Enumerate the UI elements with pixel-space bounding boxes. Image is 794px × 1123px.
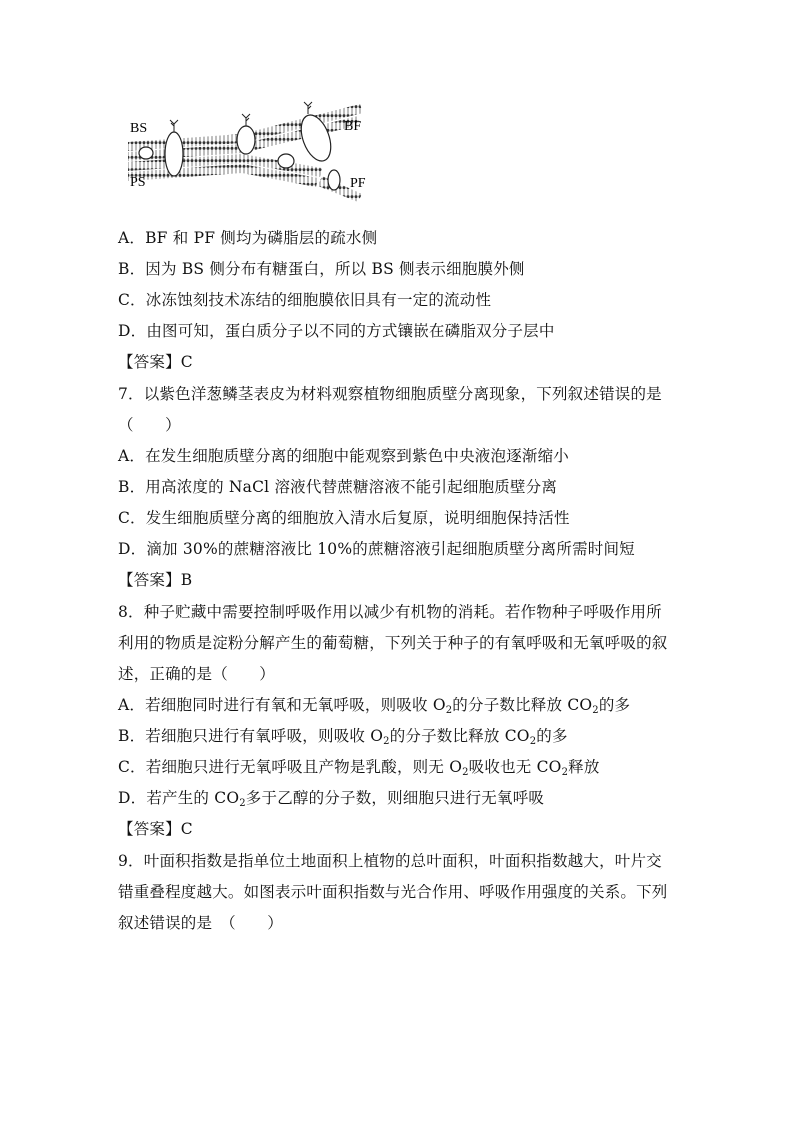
q8-option-c-sub1: 2 (462, 767, 469, 778)
q9-stem-line1: 9．叶面积指数是指单位土地面积上植物的总叶面积，叶面积指数越大，叶片交 (118, 852, 662, 870)
q8-option-a-sub1: 2 (445, 705, 453, 716)
q8-option-a-text1: A．若细胞同时进行有氧和无氧呼吸，则吸收 O (118, 696, 446, 714)
q8-option-d-text1: D．若产生的 CO (118, 789, 240, 807)
q8-option-b (118, 726, 568, 752)
protein-lower-3 (278, 154, 294, 168)
protein-transmembrane-1 (165, 132, 183, 176)
q8-stem-line3: 述，正确的是（ ） (118, 665, 276, 683)
q8-option-c-sub2: 2 (561, 767, 569, 778)
protein-small-left (139, 147, 153, 159)
q8-option-a-text3: 的多 (598, 696, 631, 714)
q8-option-b-text2: 的分子数比释放 CO (389, 727, 530, 745)
q8-option-c-text3: 释放 (568, 758, 600, 776)
q8-option-b-sub1: 2 (383, 736, 390, 747)
q8-option-c-text2: 吸收也无 CO (468, 758, 562, 776)
q6-option-d: D．由图可知，蛋白质分子以不同的方式镶嵌在磷脂双分子层中 (118, 322, 555, 340)
q8-option-d (118, 788, 544, 814)
q8-stem-line2: 利用的物质是淀粉分解产生的葡萄糖，下列关于种子的有氧呼吸和无氧呼吸的叙 (118, 634, 668, 652)
q6-answer: 【答案】C (118, 353, 193, 371)
q8-option-c-text1: C．若细胞只进行无氧呼吸且产物是乳酸，则无 O (118, 758, 463, 776)
q6-option-a: A．BF 和 PF 侧均为磷脂层的疏水侧 (118, 229, 378, 247)
q7-option-d: D．滴加 30%的蔗糖溶液比 10%的蔗糖溶液引起细胞质壁分离所需时间短 (118, 540, 635, 558)
q8-answer: 【答案】C (118, 820, 193, 838)
q8-option-a-sub2: 2 (592, 705, 599, 716)
label-pf: PF (350, 176, 366, 191)
q8-option-a-text2: 的分子数比释放 CO (452, 696, 593, 714)
q6-option-c: C．冰冻蚀刻技术冻结的细胞膜依旧具有一定的流动性 (118, 291, 492, 309)
q9-stem-line3: 叙述错误的是 （ ） (118, 914, 283, 932)
q7-answer: 【答案】B (118, 571, 193, 589)
lower-leaflet (242, 154, 362, 202)
membrane-figure (122, 96, 372, 220)
q8-option-a (118, 695, 630, 721)
q8-option-b-sub2: 2 (529, 736, 537, 747)
q7-option-b: B．用高浓度的 NaCl 溶液代替蔗糖溶液不能引起细胞质壁分离 (118, 478, 558, 496)
label-bs: BS (130, 121, 148, 136)
q7-option-a: A．在发生细胞质壁分离的细胞中能观察到紫色中央液泡逐渐缩小 (118, 447, 569, 465)
protein-peripheral-2 (237, 126, 255, 154)
q8-option-b-text1: B．若细胞只进行有氧呼吸，则吸收 O (118, 727, 384, 745)
label-ps: PS (130, 175, 146, 190)
q7-stem-line1: 7．以紫色洋葱鳞茎表皮为材料观察植物细胞质壁分离现象，下列叙述错误的是 (118, 385, 662, 403)
q8-stem-line1: 8．种子贮藏中需要控制呼吸作用以减少有机物的消耗。若作物种子呼吸作用所 (118, 603, 662, 621)
q6-option-b: B．因为 BS 侧分布有糖蛋白，所以 BS 侧表示细胞膜外侧 (118, 260, 525, 278)
label-bf: BF (344, 119, 362, 134)
protein-pf-5 (328, 170, 340, 190)
q7-stem-line2: （ ） (118, 416, 181, 434)
q8-option-b-text3: 的多 (536, 727, 568, 745)
q8-option-c (118, 757, 600, 783)
q7-option-c: C．发生细胞质壁分离的细胞放入清水后复原，说明细胞保持活性 (118, 509, 570, 527)
q9-stem-line2: 错重叠程度越大。如图表示叶面积指数与光合作用、呼吸作用强度的关系。下列 (118, 883, 668, 901)
q8-option-d-text2: 多于乙醇的分子数，则细胞只进行无氧呼吸 (245, 789, 545, 807)
q8-option-d-sub1: 2 (239, 798, 246, 809)
membrane-diagram (122, 96, 372, 220)
